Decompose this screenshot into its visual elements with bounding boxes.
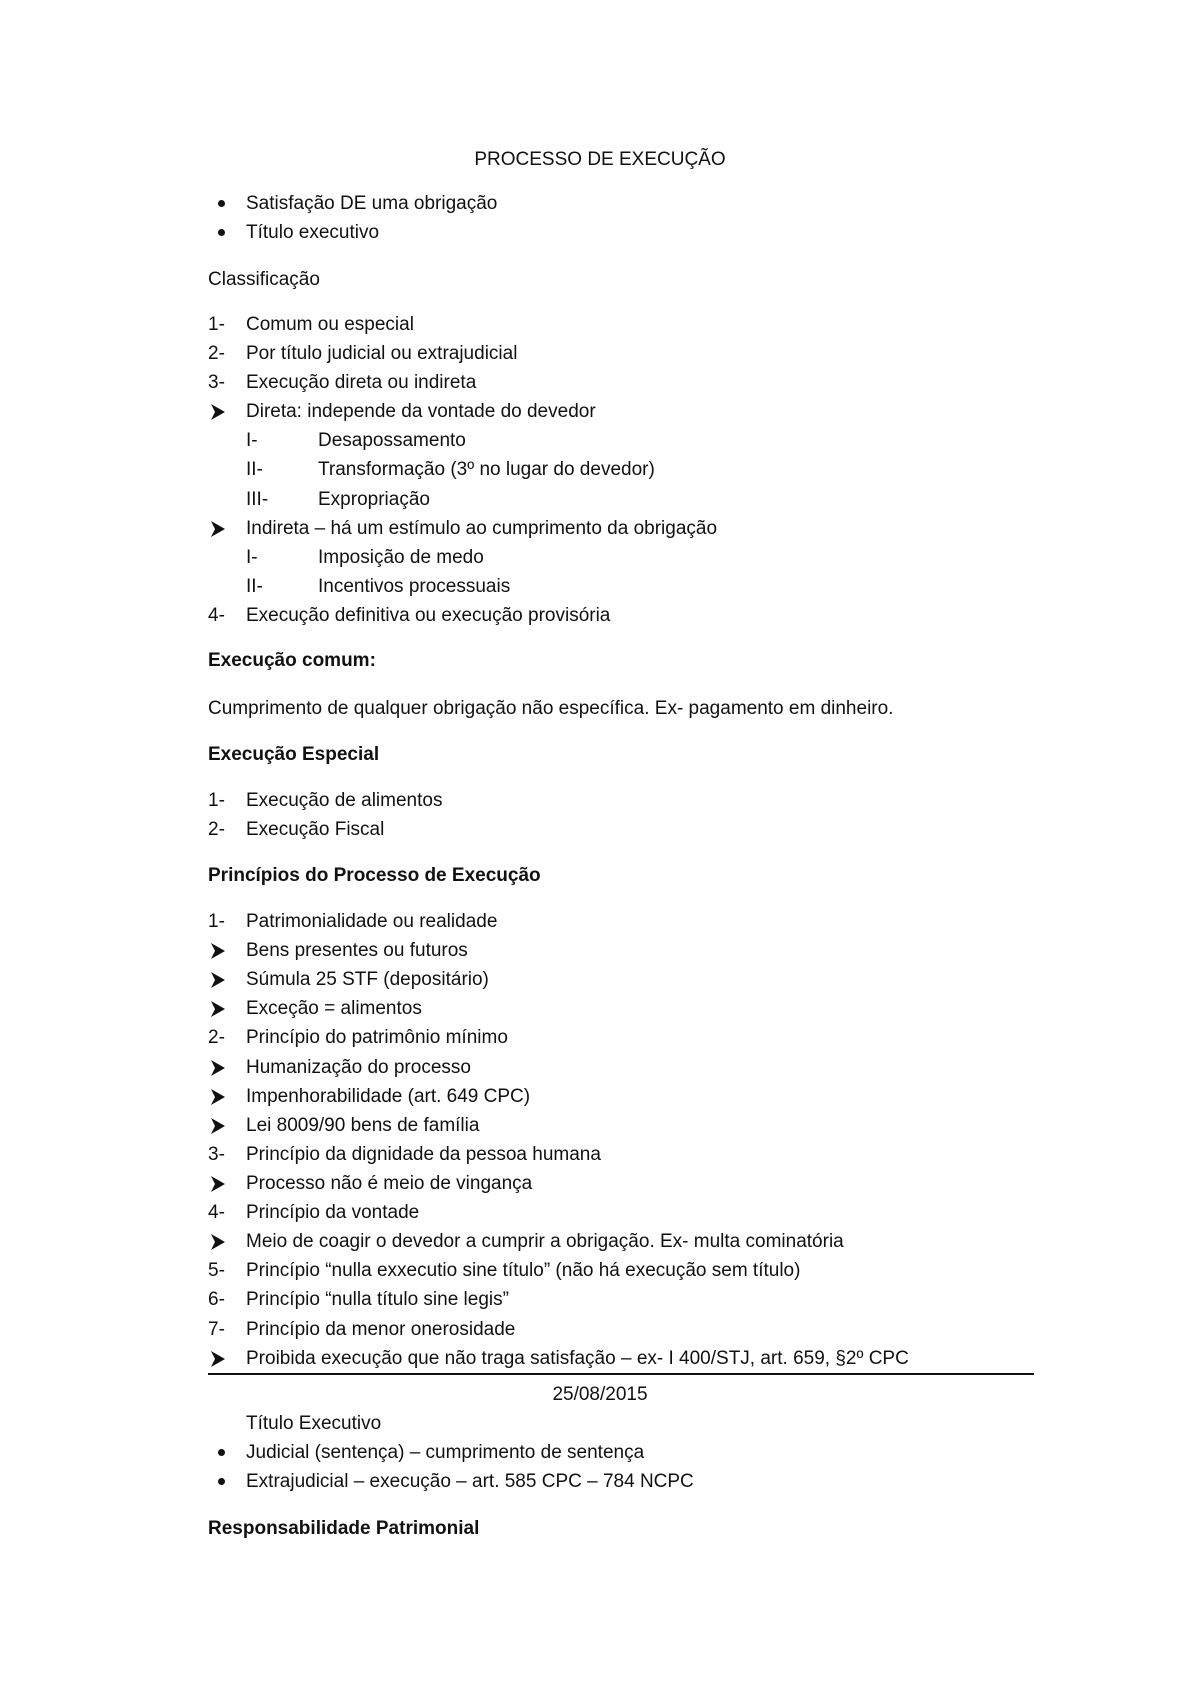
sub-item: Desapossamento <box>318 430 466 451</box>
list-item: Princípio da dignidade da pessoa humana <box>246 1144 601 1165</box>
list-item: Princípio da menor onerosidade <box>246 1319 516 1340</box>
list-number: 4- <box>208 1202 225 1223</box>
bullet-dot-icon <box>218 1449 225 1456</box>
arrowhead-bullet-icon <box>210 1175 226 1193</box>
sub-item: Impenhorabilidade (art. 649 CPC) <box>246 1086 531 1107</box>
sub-item: Incentivos processuais <box>318 576 511 597</box>
list-item: Princípio “nulla título sine legis” <box>246 1289 509 1310</box>
list-number: 3- <box>208 1144 225 1165</box>
list-item: Execução direta ou indireta <box>246 372 477 393</box>
date-heading: 25/08/2015 <box>552 1384 648 1405</box>
sub-item: Lei 8009/90 bens de família <box>246 1115 480 1136</box>
sub-item: Imposição de medo <box>318 547 484 568</box>
section-heading-responsabilidade: Responsabilidade Patrimonial <box>208 1518 480 1539</box>
bullet-item: Extrajudicial – execução – art. 585 CPC – 784 NCPC <box>246 1471 694 1492</box>
list-item: Execução Fiscal <box>246 819 385 840</box>
section-heading-principios: Princípios do Processo de Execução <box>208 865 541 886</box>
list-number: 7- <box>208 1319 225 1340</box>
list-number: 2- <box>208 1027 225 1048</box>
list-number: 5- <box>208 1260 225 1281</box>
list-item: Por título judicial ou extrajudicial <box>246 343 518 364</box>
sub-item: Meio de coagir o devedor a cumprir a obrigação. Ex- multa cominatória <box>246 1231 844 1252</box>
list-number: 3- <box>208 372 225 393</box>
bullet-dot-icon <box>218 1478 225 1485</box>
list-number: 2- <box>208 819 225 840</box>
list-item: Patrimonialidade ou realidade <box>246 911 498 932</box>
list-item: Execução definitiva ou execução provisória <box>246 605 611 626</box>
bullet-item: Judicial (sentença) – cumprimento de sentença <box>246 1442 645 1463</box>
list-item: Princípio “nulla exxecutio sine título” (não há execução sem título) <box>246 1260 801 1281</box>
arrowhead-bullet-icon <box>210 942 226 960</box>
horizontal-divider <box>208 1373 1034 1375</box>
roman-number: II- <box>246 576 263 597</box>
list-number: 1- <box>208 911 225 932</box>
list-item: Comum ou especial <box>246 314 414 335</box>
arrowhead-bullet-icon <box>210 1088 226 1106</box>
sub-item: Transformação (3º no lugar do devedor) <box>318 459 655 480</box>
sub-item: Bens presentes ou futuros <box>246 940 468 961</box>
sub-item: Expropriação <box>318 489 430 510</box>
bullet-dot-icon <box>218 200 225 207</box>
sub-item: Proibida execução que não traga satisfação – ex- I 400/STJ, art. 659, §2º CPC <box>246 1348 909 1369</box>
arrowhead-bullet-icon <box>210 520 226 538</box>
sub-item: Processo não é meio de vingança <box>246 1173 533 1194</box>
roman-number: III- <box>246 489 269 510</box>
list-number: 4- <box>208 605 225 626</box>
bullet-dot-icon <box>218 229 225 236</box>
list-item: Execução de alimentos <box>246 790 443 811</box>
sub-item: Humanização do processo <box>246 1057 471 1078</box>
arrowhead-bullet-icon <box>210 403 226 421</box>
arrowhead-bullet-icon <box>210 1233 226 1251</box>
list-item: Princípio da vontade <box>246 1202 420 1223</box>
roman-number: I- <box>246 547 258 568</box>
list-item-direta: Direta: independe da vontade do devedor <box>246 401 596 422</box>
list-number: 2- <box>208 343 225 364</box>
list-item: Princípio do patrimônio mínimo <box>246 1027 508 1048</box>
paragraph: Cumprimento de qualquer obrigação não específica. Ex- pagamento em dinheiro. <box>208 698 894 719</box>
sub-item: Exceção = alimentos <box>246 998 422 1019</box>
list-number: 1- <box>208 314 225 335</box>
arrowhead-bullet-icon <box>210 1059 226 1077</box>
intro-bullet: Título executivo <box>246 222 380 243</box>
arrowhead-bullet-icon <box>210 1000 226 1018</box>
document-title: PROCESSO DE EXECUÇÃO <box>474 149 726 170</box>
roman-number: I- <box>246 430 258 451</box>
roman-number: II- <box>246 459 263 480</box>
section-heading-titulo-executivo: Título Executivo <box>246 1413 382 1434</box>
section-heading-classificacao: Classificação <box>208 269 320 290</box>
section-heading-execucao-especial: Execução Especial <box>208 744 380 765</box>
list-number: 1- <box>208 790 225 811</box>
intro-bullet: Satisfação DE uma obrigação <box>246 193 498 214</box>
arrowhead-bullet-icon <box>210 1117 226 1135</box>
sub-item: Súmula 25 STF (depositário) <box>246 969 489 990</box>
arrowhead-bullet-icon <box>210 1350 226 1368</box>
list-number: 6- <box>208 1289 225 1310</box>
list-item-indireta: Indireta – há um estímulo ao cumprimento da obrigação <box>246 518 718 539</box>
section-heading-execucao-comum: Execução comum: <box>208 650 376 671</box>
arrowhead-bullet-icon <box>210 971 226 989</box>
